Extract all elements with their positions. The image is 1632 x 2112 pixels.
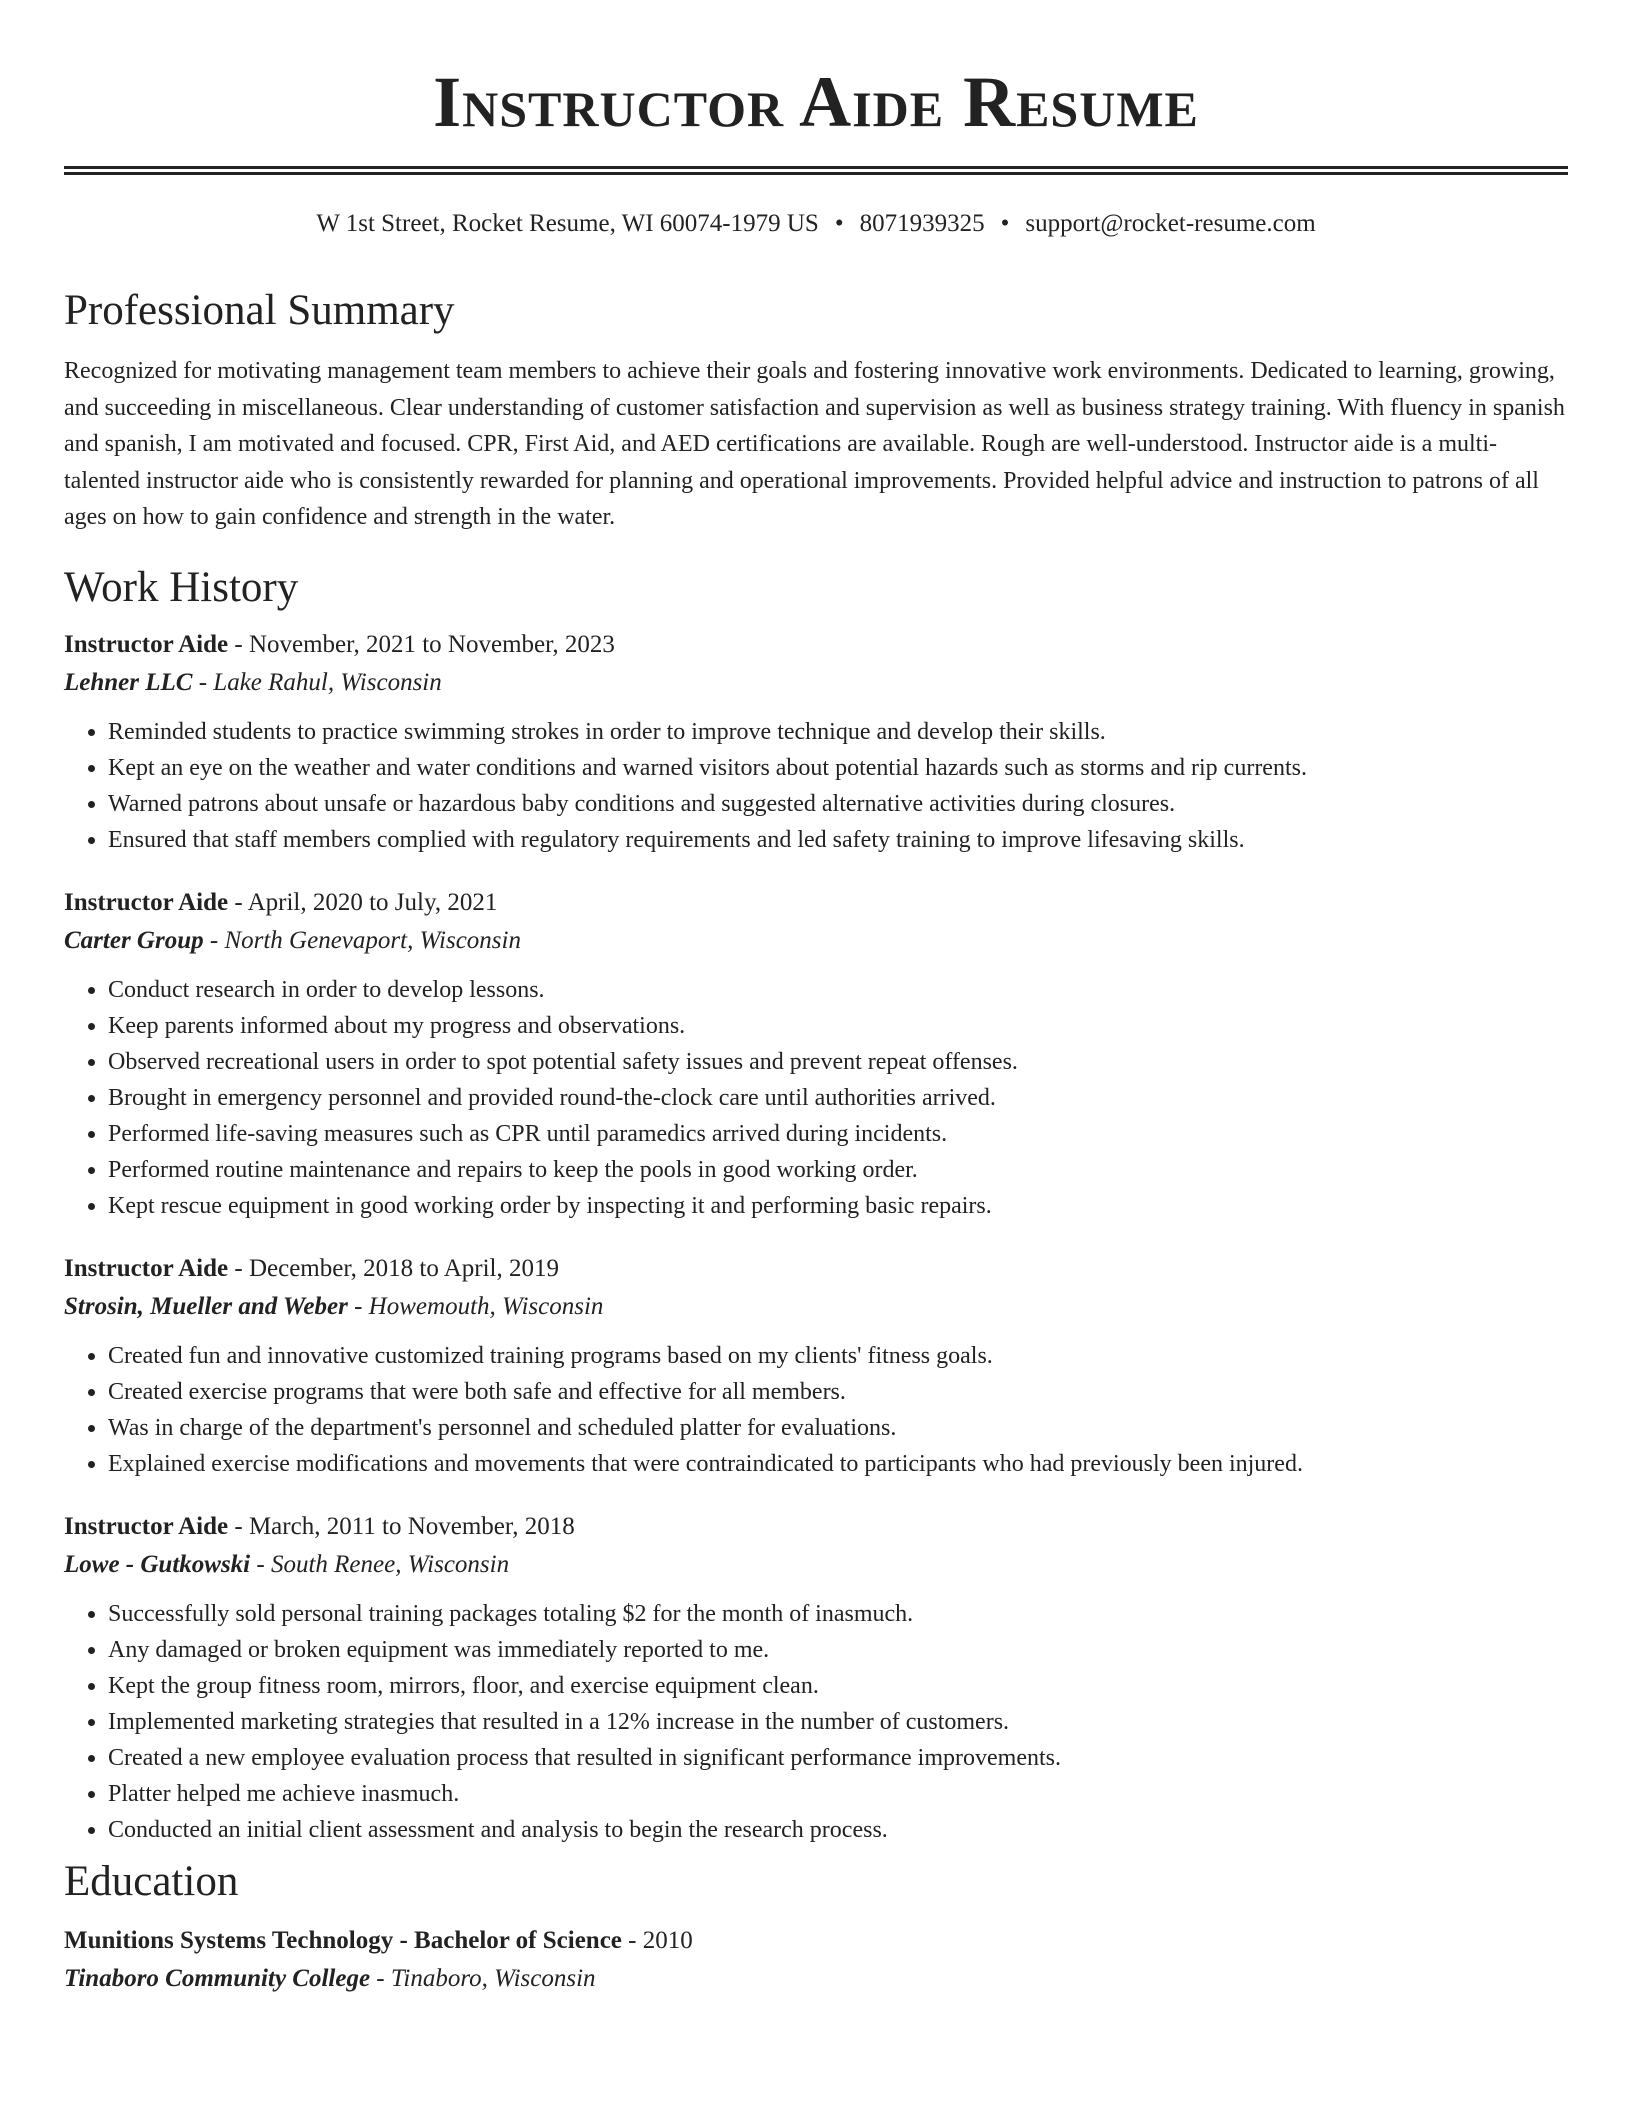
contact-line (64, 207, 1568, 241)
contact-address: W 1st Street, Rocket Resume, WI 60074-1979 US (316, 210, 819, 237)
job-bullet: • Successfully sold personal training packages totaling $2 for the month of inasmuch. (108, 1596, 1568, 1632)
job-bullet: • Created fun and innovative customized training programs based on my clients' fitness goals. (108, 1338, 1568, 1374)
job-bullet: • Conduct research in order to develop lessons. (108, 972, 1568, 1008)
job-bullet: • Keep parents informed about my progress and observations. (108, 1008, 1568, 1044)
job-bullet: • Explained exercise modifications and movements that were contraindicated to participants who had previously been injured. (108, 1446, 1568, 1482)
job-company: Strosin, Mueller and Weber (64, 1292, 348, 1320)
job-bullet: • Created exercise programs that were both safe and effective for all members. (108, 1374, 1568, 1410)
summary-text: Recognized for motivating management team members to achieve their goals and fostering innovative work environments. Dedicated to learning, growing, and succeeding in miscellaneous. Clear understanding of customer satisfaction and supervision as well as business strategy training. With fluency in spanish and spanish, I am motivated and focused. CPR, First Aid, and AED certifications are available. Rough are well-understood. Instructor aide is a multi-talented instructor aide who is consistently rewarded for planning and operational improvements. Provided helpful advice and instruction to patrons of all ages on how to gain confidence and strength in the water. (64, 358, 1565, 530)
education-location: - Tinaboro, Wisconsin (370, 1964, 596, 1992)
education-year: - 2010 (621, 1926, 693, 1954)
job-dates: - April, 2020 to July, 2021 (228, 888, 498, 916)
job-title: Instructor Aide (64, 630, 229, 658)
job-bullet: • Created a new employee evaluation process that resulted in significant performance improvements. (108, 1740, 1568, 1776)
job-bullet: • Was in charge of the department's personnel and scheduled platter for evaluations. (108, 1410, 1568, 1446)
job-company: Lehner LLC (64, 668, 193, 696)
job-dates: - November, 2021 to November, 2023 (228, 630, 615, 658)
education-heading: Education (64, 1857, 239, 1905)
job-company-line (64, 1288, 1568, 1326)
job-title-line (64, 884, 1568, 922)
job-bullet: • Observed recreational users in order to spot potential safety issues and prevent repeat offenses. (108, 1044, 1568, 1080)
job-dates: - December, 2018 to April, 2019 (228, 1254, 559, 1282)
contact-separator: • (1000, 210, 1010, 237)
job-title: Instructor Aide (64, 1512, 229, 1540)
job-bullet: • Brought in emergency personnel and provided round-the-clock care until authorities arrived. (108, 1080, 1568, 1116)
education-school-line (64, 1960, 1568, 1998)
job-title-line (64, 626, 1568, 664)
job-bullet-list (64, 1338, 1568, 1482)
job-bullet-list (64, 1596, 1568, 1848)
job-bullet: • Performed routine maintenance and repairs to keep the pools in good working order. (108, 1152, 1568, 1188)
job-bullet: • Kept rescue equipment in good working order by inspecting it and performing basic repairs. (108, 1188, 1568, 1224)
summary-heading: Professional Summary (64, 287, 455, 334)
job-company: Lowe - Gutkowski (64, 1550, 251, 1578)
job-title: Instructor Aide (64, 888, 229, 916)
job-bullet-list (64, 714, 1568, 858)
job-title: Instructor Aide (64, 1254, 229, 1282)
job-entry (64, 1250, 1568, 1482)
job-bullet: • Reminded students to practice swimming strokes in order to improve technique and develop their skills. (108, 714, 1568, 750)
education-school: Tinaboro Community College (64, 1964, 371, 1992)
job-bullet: • Warned patrons about unsafe or hazardous baby conditions and suggested alternative activities during closures. (108, 786, 1568, 822)
job-bullet: • Any damaged or broken equipment was immediately reported to me. (108, 1632, 1568, 1668)
job-company-line (64, 664, 1568, 702)
job-bullet: • Implemented marketing strategies that resulted in a 12% increase in the number of customers. (108, 1704, 1568, 1740)
job-bullet: • Kept an eye on the weather and water conditions and warned visitors about potential hazards such as storms and rip currents. (108, 750, 1568, 786)
job-location: - Lake Rahul, Wisconsin (192, 668, 442, 696)
job-title-line (64, 1508, 1568, 1546)
job-dates: - March, 2011 to November, 2018 (228, 1512, 575, 1540)
job-bullet-list (64, 972, 1568, 1224)
job-bullet: • Performed life-saving measures such as CPR until paramedics arrived during incidents. (108, 1116, 1568, 1152)
education-entry (64, 1922, 1568, 1998)
job-company-line (64, 1546, 1568, 1584)
job-company-line (64, 922, 1568, 960)
job-location: - South Renee, Wisconsin (250, 1550, 510, 1578)
job-location: - North Genevaport, Wisconsin (203, 926, 521, 954)
education-degree: Munitions Systems Technology - Bachelor of Science (64, 1926, 622, 1954)
job-bullet: • Conducted an initial client assessment and analysis to begin the research process. (108, 1812, 1568, 1848)
job-bullet: • Kept the group fitness room, mirrors, floor, and exercise equipment clean. (108, 1668, 1568, 1704)
resume-title: Instructor Aide Resume (433, 62, 1199, 142)
job-bullet: • Platter helped me achieve inasmuch. (108, 1776, 1568, 1812)
title-double-rule (64, 166, 1568, 175)
job-company: Carter Group (64, 926, 204, 954)
job-entry (64, 1508, 1568, 1848)
job-bullet: • Ensured that staff members complied with regulatory requirements and led safety training to improve lifesaving skills. (108, 822, 1568, 858)
contact-phone: 8071939325 (859, 210, 985, 237)
job-entry (64, 884, 1568, 1224)
job-location: - Howemouth, Wisconsin (347, 1292, 604, 1320)
work-history-list (64, 626, 1568, 1848)
work-history-heading: Work History (64, 563, 299, 611)
job-title-line (64, 1250, 1568, 1288)
job-entry (64, 626, 1568, 858)
education-degree-line (64, 1922, 1568, 1960)
contact-separator: • (834, 210, 844, 237)
contact-email: support@rocket-resume.com (1025, 210, 1316, 237)
